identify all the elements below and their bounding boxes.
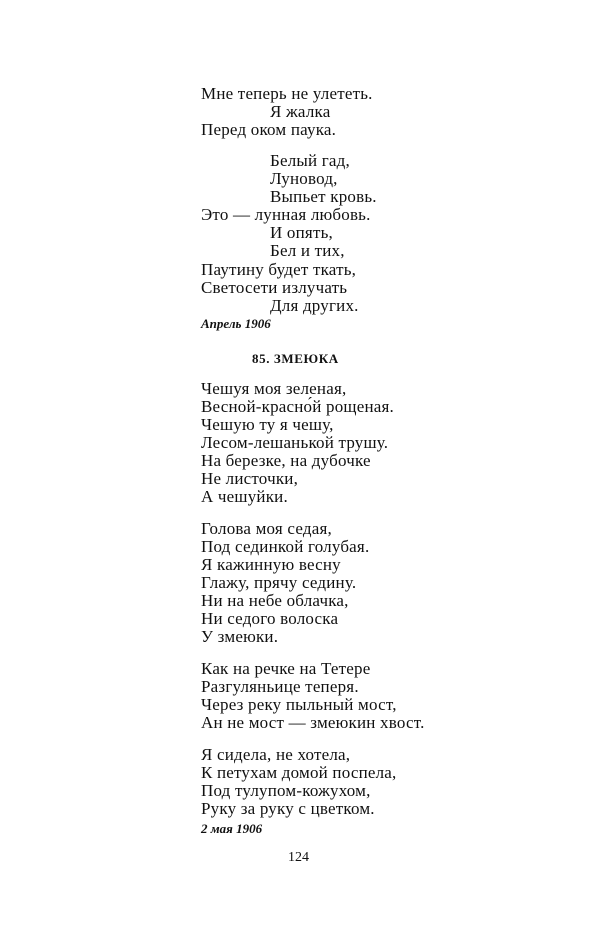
poem-line: Как на речке на Тетере xyxy=(201,659,371,678)
poem-line: Бел и тих, xyxy=(270,241,345,260)
poem-date: Апрель 1906 xyxy=(201,316,271,331)
poem-line: Для других. xyxy=(270,296,359,315)
poem-line: Голова моя седая, xyxy=(201,519,332,538)
poem-line: Чешуя моя зеленая, xyxy=(201,379,347,398)
poem-line: А чешуйки. xyxy=(201,487,288,506)
poem-heading: 85. ЗМЕЮКА xyxy=(252,351,339,366)
poem-line: Ан не мост — змеюкин хвост. xyxy=(201,713,425,732)
poem-line: Глажу, прячу седину. xyxy=(201,573,357,592)
poem-line: Светосети излучать xyxy=(201,278,348,297)
poem-line: Весной-красно́й рощеная. xyxy=(201,397,394,416)
poem-line: Не листочки, xyxy=(201,469,299,488)
page-number: 124 xyxy=(288,850,309,865)
poem-line: Под тулупом-кожухом, xyxy=(201,781,371,800)
poem-line: Паутину будет ткать, xyxy=(201,260,357,279)
poem-line: Белый гад, xyxy=(270,151,350,170)
poem-line: И опять, xyxy=(270,223,333,242)
poem-line: К петухам домой поспела, xyxy=(201,763,397,782)
poem-line: Я жалка xyxy=(270,102,331,121)
poem-line: Я сидела, не хотела, xyxy=(201,745,351,764)
poem-line: На березке, на дубочке xyxy=(201,451,371,470)
poem-line: Ни на небе облачка, xyxy=(201,591,349,610)
poem-line: Мне теперь не улететь. xyxy=(201,84,373,103)
poem-line: Перед оком паука. xyxy=(201,120,337,139)
poem-date: 2 мая 1906 xyxy=(201,821,263,836)
poem-line: Выпьет кровь. xyxy=(270,187,377,206)
poem-line: Чешую ту я чешу, xyxy=(201,415,334,434)
poem-line: У змеюки. xyxy=(201,627,279,646)
poem-line: Я кажинную весну xyxy=(201,555,341,574)
poem-line: Через реку пыльный мост, xyxy=(201,695,397,714)
poem-line: Руку за руку с цветком. xyxy=(201,799,375,818)
poem-line: Это — лунная любовь. xyxy=(201,205,371,224)
poem-line: Разгуляньице теперя. xyxy=(201,677,359,696)
poem-line: Лесом-лешанькой трушу. xyxy=(201,433,389,452)
poem-line: Ни седого волоска xyxy=(201,609,339,628)
poem-line: Луновод, xyxy=(270,169,338,188)
poem-line: Под сединкой голубая. xyxy=(201,537,370,556)
